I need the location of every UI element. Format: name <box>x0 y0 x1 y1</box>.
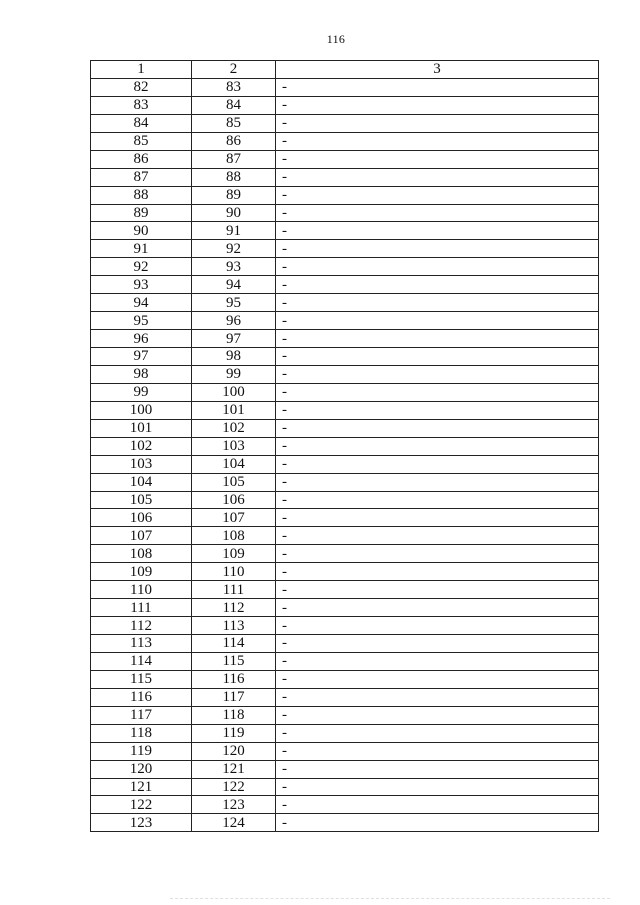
cell-col-2: 85 <box>192 114 276 132</box>
cell-col-2: 100 <box>192 383 276 401</box>
table-row <box>91 455 599 473</box>
table-row <box>91 778 599 796</box>
cell-col-1: 89 <box>91 204 192 222</box>
cell-col-2: 91 <box>192 222 276 240</box>
cell-col-1: 84 <box>91 114 192 132</box>
table-row <box>91 724 599 742</box>
column-header-3: 3 <box>276 61 599 79</box>
column-header-2: 2 <box>192 61 276 79</box>
page-number: 116 <box>326 32 346 46</box>
column-header-1: 1 <box>91 61 192 79</box>
cell-col-3: - <box>276 96 599 114</box>
cell-col-1: 86 <box>91 150 192 168</box>
cell-col-1: 87 <box>91 168 192 186</box>
cell-col-3: - <box>276 78 599 96</box>
cell-col-2: 88 <box>192 168 276 186</box>
cell-col-3: - <box>276 365 599 383</box>
cell-col-3: - <box>276 168 599 186</box>
cell-col-2: 107 <box>192 509 276 527</box>
table-row <box>91 796 599 814</box>
cell-col-3: - <box>276 240 599 258</box>
cell-col-1: 117 <box>91 706 192 724</box>
table-row <box>91 330 599 348</box>
table-row <box>91 348 599 366</box>
cell-col-2: 99 <box>192 365 276 383</box>
cell-col-1: 121 <box>91 778 192 796</box>
cell-col-1: 96 <box>91 330 192 348</box>
cell-col-3: - <box>276 617 599 635</box>
cell-col-3: - <box>276 312 599 330</box>
table-row <box>91 760 599 778</box>
header-row <box>91 61 599 79</box>
cell-col-1: 111 <box>91 599 192 617</box>
cell-col-2: 117 <box>192 688 276 706</box>
table-row <box>91 688 599 706</box>
cell-col-1: 103 <box>91 455 192 473</box>
cell-col-2: 92 <box>192 240 276 258</box>
cell-col-2: 114 <box>192 635 276 653</box>
cell-col-1: 113 <box>91 635 192 653</box>
cell-col-2: 112 <box>192 599 276 617</box>
cell-col-2: 121 <box>192 760 276 778</box>
cell-col-3: - <box>276 563 599 581</box>
cell-col-3: - <box>276 258 599 276</box>
table-row <box>91 294 599 312</box>
cell-col-3: - <box>276 545 599 563</box>
cell-col-2: 109 <box>192 545 276 563</box>
cell-col-3: - <box>276 742 599 760</box>
cell-col-3: - <box>276 796 599 814</box>
cell-col-3: - <box>276 635 599 653</box>
cell-col-3: - <box>276 778 599 796</box>
cell-col-2: 106 <box>192 491 276 509</box>
table-row <box>91 814 599 832</box>
scan-artifact-line <box>170 898 610 902</box>
table-row <box>91 545 599 563</box>
cell-col-3: - <box>276 204 599 222</box>
cell-col-2: 116 <box>192 670 276 688</box>
cell-col-2: 96 <box>192 312 276 330</box>
table-row <box>91 312 599 330</box>
table-row <box>91 204 599 222</box>
cell-col-3: - <box>276 276 599 294</box>
table-row <box>91 276 599 294</box>
cell-col-3: - <box>276 348 599 366</box>
cell-col-3: - <box>276 437 599 455</box>
cell-col-3: - <box>276 581 599 599</box>
table-row <box>91 437 599 455</box>
cell-col-3: - <box>276 473 599 491</box>
cell-col-2: 124 <box>192 814 276 832</box>
cell-col-3: - <box>276 383 599 401</box>
cell-col-1: 119 <box>91 742 192 760</box>
cell-col-1: 122 <box>91 796 192 814</box>
table-row <box>91 599 599 617</box>
cell-col-1: 108 <box>91 545 192 563</box>
table-row <box>91 617 599 635</box>
cell-col-1: 118 <box>91 724 192 742</box>
cell-col-1: 105 <box>91 491 192 509</box>
cell-col-3: - <box>276 294 599 312</box>
cell-col-1: 101 <box>91 419 192 437</box>
cell-col-1: 94 <box>91 294 192 312</box>
cell-col-2: 102 <box>192 419 276 437</box>
cell-col-2: 115 <box>192 652 276 670</box>
cell-col-3: - <box>276 455 599 473</box>
cell-col-1: 102 <box>91 437 192 455</box>
cell-col-3: - <box>276 509 599 527</box>
cell-col-1: 97 <box>91 348 192 366</box>
cell-col-1: 107 <box>91 527 192 545</box>
table-row <box>91 132 599 150</box>
cell-col-3: - <box>276 652 599 670</box>
cell-col-2: 93 <box>192 258 276 276</box>
cell-col-1: 99 <box>91 383 192 401</box>
data-table <box>90 60 599 832</box>
cell-col-2: 86 <box>192 132 276 150</box>
cell-col-2: 122 <box>192 778 276 796</box>
table-row <box>91 401 599 419</box>
cell-col-2: 83 <box>192 78 276 96</box>
cell-col-2: 101 <box>192 401 276 419</box>
cell-col-2: 94 <box>192 276 276 294</box>
cell-col-1: 114 <box>91 652 192 670</box>
cell-col-3: - <box>276 330 599 348</box>
cell-col-1: 109 <box>91 563 192 581</box>
table-row <box>91 491 599 509</box>
cell-col-1: 91 <box>91 240 192 258</box>
cell-col-1: 93 <box>91 276 192 294</box>
cell-col-1: 83 <box>91 96 192 114</box>
cell-col-2: 104 <box>192 455 276 473</box>
cell-col-2: 97 <box>192 330 276 348</box>
cell-col-1: 120 <box>91 760 192 778</box>
table-row <box>91 78 599 96</box>
cell-col-1: 106 <box>91 509 192 527</box>
cell-col-2: 113 <box>192 617 276 635</box>
table-row <box>91 742 599 760</box>
cell-col-3: - <box>276 814 599 832</box>
cell-col-3: - <box>276 527 599 545</box>
table-row <box>91 563 599 581</box>
cell-col-1: 115 <box>91 670 192 688</box>
table-row <box>91 670 599 688</box>
cell-col-1: 85 <box>91 132 192 150</box>
cell-col-2: 84 <box>192 96 276 114</box>
table-row <box>91 635 599 653</box>
cell-col-2: 108 <box>192 527 276 545</box>
table-row <box>91 365 599 383</box>
table-row <box>91 581 599 599</box>
cell-col-3: - <box>276 150 599 168</box>
cell-col-2: 120 <box>192 742 276 760</box>
cell-col-2: 119 <box>192 724 276 742</box>
table-header <box>91 61 599 79</box>
cell-col-3: - <box>276 491 599 509</box>
cell-col-1: 90 <box>91 222 192 240</box>
cell-col-1: 116 <box>91 688 192 706</box>
cell-col-3: - <box>276 401 599 419</box>
cell-col-3: - <box>276 688 599 706</box>
cell-col-1: 95 <box>91 312 192 330</box>
cell-col-1: 110 <box>91 581 192 599</box>
table-row <box>91 96 599 114</box>
table-row <box>91 168 599 186</box>
table-row <box>91 652 599 670</box>
table-row <box>91 258 599 276</box>
table-row <box>91 222 599 240</box>
cell-col-3: - <box>276 760 599 778</box>
cell-col-2: 123 <box>192 796 276 814</box>
cell-col-2: 103 <box>192 437 276 455</box>
cell-col-3: - <box>276 706 599 724</box>
cell-col-3: - <box>276 132 599 150</box>
cell-col-1: 112 <box>91 617 192 635</box>
cell-col-2: 95 <box>192 294 276 312</box>
table-row <box>91 383 599 401</box>
cell-col-2: 105 <box>192 473 276 491</box>
table-row <box>91 473 599 491</box>
table-body <box>91 78 599 831</box>
cell-col-1: 98 <box>91 365 192 383</box>
table-row <box>91 114 599 132</box>
table-row <box>91 706 599 724</box>
cell-col-3: - <box>276 724 599 742</box>
table-row <box>91 186 599 204</box>
cell-col-3: - <box>276 419 599 437</box>
table-row <box>91 240 599 258</box>
table-row <box>91 527 599 545</box>
table-row <box>91 150 599 168</box>
cell-col-1: 92 <box>91 258 192 276</box>
cell-col-2: 118 <box>192 706 276 724</box>
cell-col-2: 89 <box>192 186 276 204</box>
cell-col-1: 123 <box>91 814 192 832</box>
cell-col-2: 98 <box>192 348 276 366</box>
cell-col-1: 82 <box>91 78 192 96</box>
cell-col-3: - <box>276 186 599 204</box>
cell-col-2: 87 <box>192 150 276 168</box>
table-row <box>91 509 599 527</box>
cell-col-1: 104 <box>91 473 192 491</box>
cell-col-2: 110 <box>192 563 276 581</box>
cell-col-3: - <box>276 599 599 617</box>
cell-col-3: - <box>276 670 599 688</box>
cell-col-1: 100 <box>91 401 192 419</box>
table-row <box>91 419 599 437</box>
cell-col-2: 111 <box>192 581 276 599</box>
cell-col-3: - <box>276 222 599 240</box>
cell-col-1: 88 <box>91 186 192 204</box>
cell-col-2: 90 <box>192 204 276 222</box>
cell-col-3: - <box>276 114 599 132</box>
